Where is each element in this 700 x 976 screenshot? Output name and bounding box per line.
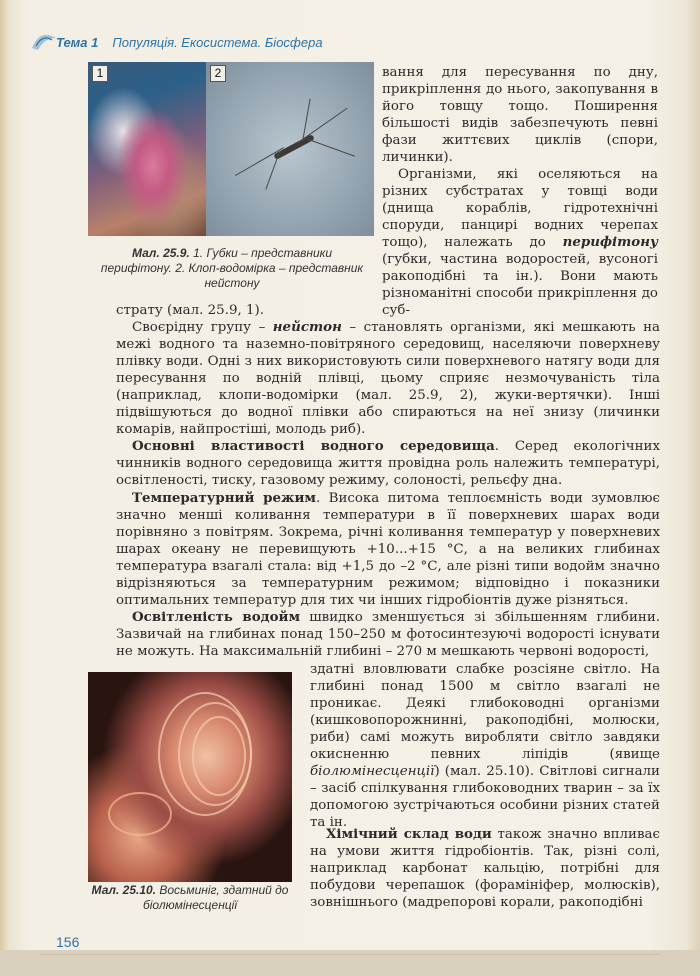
caption-text: Восьминіг, здатний до біолюмінесценції [143, 883, 289, 912]
heading-temperature: Температурний режим [132, 490, 317, 506]
paragraph-6 [116, 609, 660, 660]
octopus-body [108, 792, 172, 836]
caption-text: 1. Губки – представники перифітону. 2. Клоп-водомірка – представник нейстону [100, 246, 364, 290]
paragraph-1: вання для пересування по дну, прикріплення до нього, закопування в його товщу тощо. Поширення більшості видів забезпечують певні фази життєвих циклів (спори, личинки). [382, 65, 658, 165]
figure-label-1: 1 [92, 65, 108, 82]
heading-illumination: Освітленість водойм [132, 609, 301, 625]
figure-caption-25-9 [100, 246, 364, 291]
figure-caption-25-10 [84, 883, 296, 913]
paragraph-2 [382, 166, 658, 319]
paragraph-7-start: здатні вловлювати слабке розсіяне світло. На глибині понад 1500 м світло взагалі не проникає. Деякі глибоководні організми (кишковопорожнинні, ракоподібні, молюски, риби) самі можуть виробляти світло завдяки окисненню певних ліпідів (явище [310, 662, 660, 762]
page-edge-right [686, 0, 700, 976]
paragraph-4 [116, 438, 660, 489]
term-perifiton: перифітону [562, 234, 658, 250]
octopus-tentacle [192, 716, 246, 796]
paragraph-4-text: . Серед екологічних чинників водного середовища життя провідна роль належить температурі, освітленості, тиску, газовому режиму, солоності, рельєфу дна. [116, 439, 660, 488]
paragraph-6-text: швидко зменшується зі збільшенням глибини. Зазвичай на глибинах понад 150–250 м фотосинтезуючі водорості існувати не можуть. На максимальній глибині – 270 м мешкають червоні водорості, [116, 610, 660, 659]
paragraph-7 [310, 661, 660, 831]
paragraph-5-text: . Висока питома теплоємність води зумовлює значно менші коливання температури в її поверхневих шарах води порівняно з повітрям. Зокрема, річні коливання температур у поверхневих шарах океану не перевищують +10...+15 °С, а на великих глибинах температура взагалі стала: від +1,5 до –2 °С, але різні типи водойм значно відрізняються за температурним режимом; відповідно і показники оптимальних температур для тих чи інших гідробіонтів дуже різняться. [116, 491, 660, 608]
caption-number: Мал. 25.10. [91, 883, 157, 897]
paragraph-2-start: Організми, які оселяються на різних субстратах у товщі води (днища кораблів, гідротехнічні споруди, панцирі водних черепах тощо), належать до [382, 167, 658, 250]
footer-divider [40, 954, 660, 955]
page-number: 156 [56, 934, 80, 950]
figure-label-2: 2 [210, 65, 226, 82]
paragraph-3 [116, 319, 660, 438]
paragraph-2-continuation: страту (мал. 25.9, 1). [116, 303, 264, 318]
water-strider-body [273, 134, 315, 160]
header-title: Популяція. Екосистема. Біосфера [112, 34, 323, 50]
heading-water-properties: Основні властивості водного середовища [132, 438, 495, 454]
paragraph-3-end: – становлять організми, які мешкають на межі водного та наземно-повітряного середовищ, населяючи поверхневу плівку води. Одні з них використовують сили поверхневого натягу води для пересування по водній плівці, цьому сприяє незмочуваність тіла (наприклад, клопи-водомірки (мал. 25.9, 2), жуки-вертячки). Інші підвішуються до водної плівки або спираються на неї знизу (личинки комарів, найпростіші, молодь риб). [116, 320, 660, 437]
figure-octopus-photo [88, 672, 292, 882]
caption-number: Мал. 25.9. [131, 246, 190, 260]
paragraph-3-start: Своєрідну групу – [132, 320, 273, 335]
figure-water-strider-photo [206, 62, 374, 236]
figure-sponges-photo [88, 62, 206, 236]
paragraph-8 [310, 826, 660, 911]
water-strider-leg [235, 147, 284, 176]
heading-chemical-composition: Хімічний склад води [326, 826, 492, 842]
paragraph-2-end: (губки, частина водоростей, вусоногі ракоподібні та ін.). Вони мають різноманітні способи прикріплення до суб- [382, 252, 658, 318]
page-edge-left [0, 0, 10, 976]
paragraph-8-text: також значно впливає на умови життя гідробіонтів. Так, різні солі, наприклад карбонат кальцію, потрібні для побудови черепашок (форамініфер, молюсків), зовнішнього (мадрепорові корали, ракоподібні [310, 827, 660, 910]
paragraph-7-end: ) (мал. 25.10). Світлові сигнали – засіб спілкування глибоководних тварин – за їх допомогою зустрічаються особини різних статей та ін. [310, 764, 660, 830]
term-bioluminescence: біолюмінесценції [310, 764, 435, 779]
term-neiston: нейстон [272, 319, 342, 335]
header-ornament-icon [30, 28, 58, 52]
header-topic: Тема 1 [56, 34, 99, 50]
water-strider-leg [306, 138, 355, 157]
paragraph-5 [116, 490, 660, 609]
running-header [56, 30, 323, 54]
